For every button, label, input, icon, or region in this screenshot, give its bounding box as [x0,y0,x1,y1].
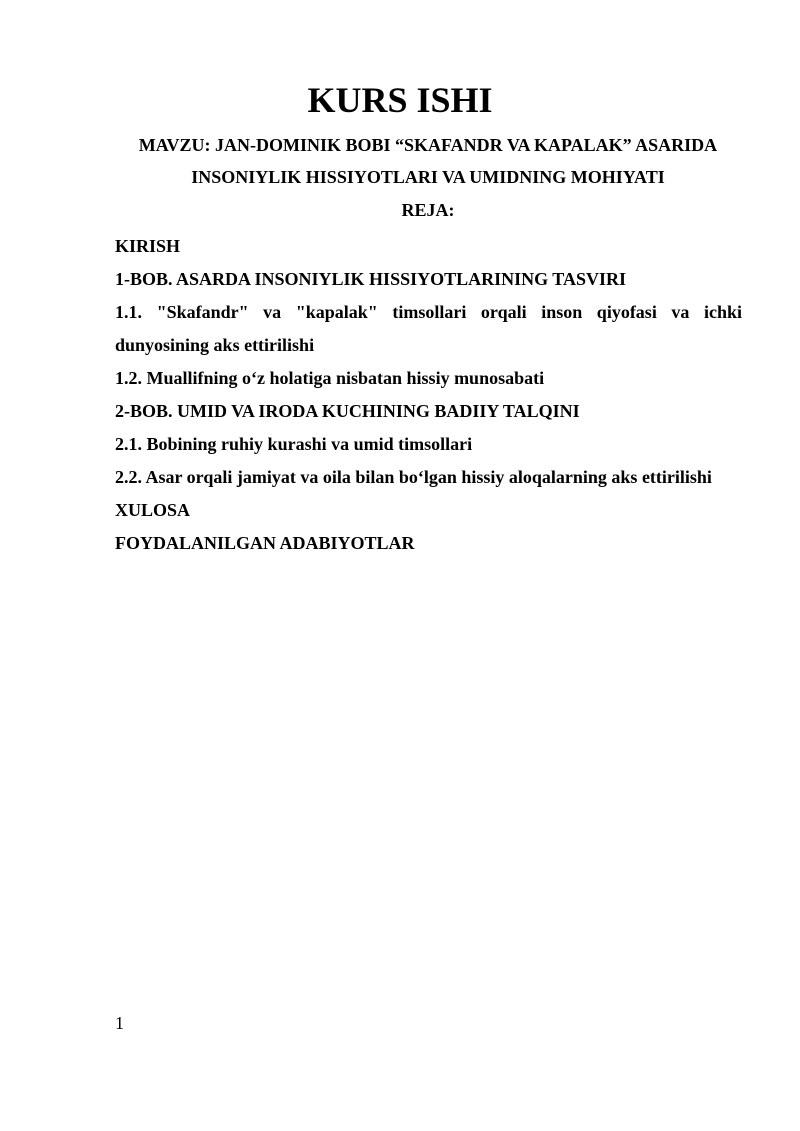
toc-item-introduction: KIRISH [115,236,181,256]
toc-item-section-2-1: 2.1. Bobining ruhiy kurashi va umid timsollari [115,434,473,454]
topic-line-1: MAVZU: JAN-DOMINIK BOBI “SKAFANDR VA KAPALAK” ASARIDA [138,135,718,155]
toc-item-conclusion: XULOSA [115,500,191,520]
topic-line-2: INSONIYLIK HISSIYOTLARI VA UMIDNING MOHIYATI [191,167,665,187]
toc-item-chapter-2: 2-BOB. UMID VA IRODA KUCHINING BADIIY TALQINI [115,401,580,421]
table-of-contents [115,230,742,560]
plan-heading: REJA: [401,200,455,220]
toc-item-section-1-2: 1.2. Muallifning o‘z holatiga nisbatan hissiy munosabati [115,368,545,388]
toc-item-section-2-2: 2.2. Asar orqali jamiyat va oila bilan bo‘lgan hissiy aloqalarning aks ettirilishi [115,467,712,487]
toc-item-section-1-1: 1.1. "Skafandr" va "kapalak" timsollari orqali inson qiyofasi va ichki dunyosining aks ettirilishi [115,302,742,355]
page-number: 1 [115,1013,124,1033]
toc-item-chapter-1: 1-BOB. ASARDA INSONIYLIK HISSIYOTLARINING TASVIRI [115,269,626,289]
document-title: KURS ISHI [307,80,493,120]
toc-item-references: FOYDALANILGAN ADABIYOTLAR [115,533,415,553]
